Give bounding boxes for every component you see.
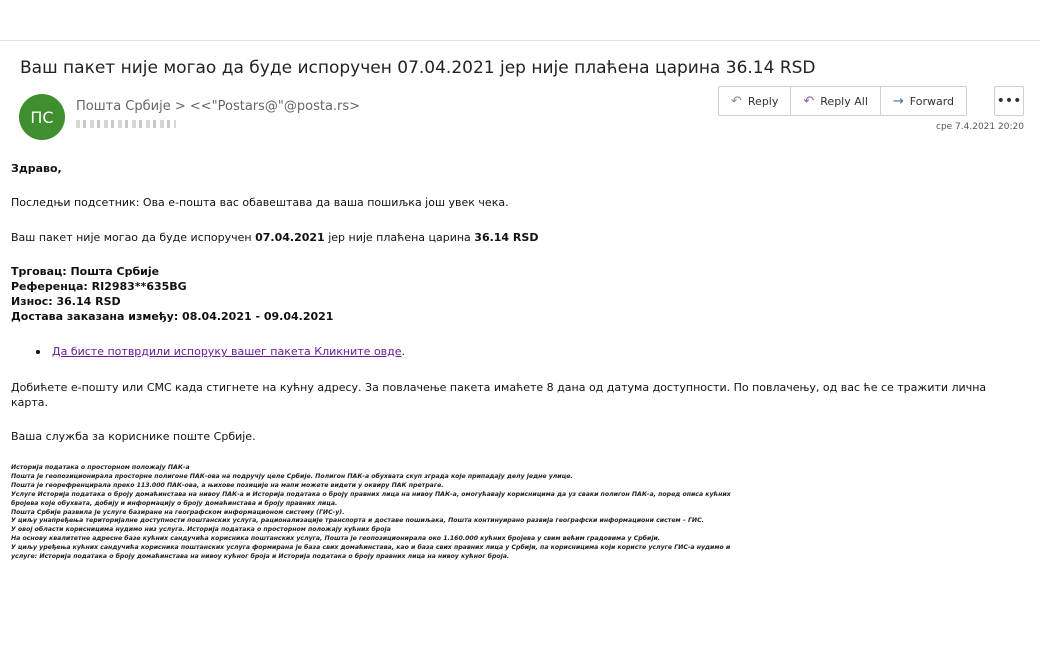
top-divider <box>0 40 1040 41</box>
avatar-initials: ПС <box>30 107 54 127</box>
forward-label: Forward <box>909 94 955 108</box>
more-actions-button[interactable] <box>994 86 1024 116</box>
confirm-delivery-link[interactable]: Да бисте потврдили испоруку вашег пакета Кликните овде <box>52 345 402 358</box>
reply-all-label: Reply All <box>820 94 868 108</box>
greeting: Здраво, <box>11 162 62 175</box>
reply-button[interactable] <box>719 87 791 115</box>
fine-line: У овој области корисницима нудимо низ услуга. Историја података о просторном положају кућних броја <box>11 526 391 534</box>
ellipsis-icon: ••• <box>996 93 1022 109</box>
status-mid: јер није плаћена царина <box>324 231 475 244</box>
status-date: 07.04.2021 <box>255 231 325 244</box>
recipients-redacted <box>76 120 176 131</box>
fine-line: Историја података о просторном положају ПАК-а <box>11 464 190 471</box>
sender-address[interactable]: Пошта Србије > <<"Postars@"@posta.rs> <box>76 99 361 114</box>
fine-line: Услуге Историја података о броју домаћинстава на нивоу ПАК-а и Историја података о броју правних лица на нивоу ПАК-а, омогућавају корисницима да уз сваки полигон ПАК-а, поред описа кућних <box>11 490 731 498</box>
fine-line: Пошта је геопозиционирала просторне полигоне ПАК-ова на подручју целе Србије. Полигон ПАК-а обухвата скуп зграда које припадају делу једне улице. <box>11 472 573 480</box>
status-pre: Ваш пакет није могао да буде испоручен <box>11 231 256 244</box>
received-date: сре 7.4.2021 20:20 <box>936 122 1024 132</box>
signoff: Ваша служба за кориснике поште Србије. <box>11 430 256 443</box>
status-line <box>11 231 538 244</box>
fine-print <box>11 464 1021 562</box>
status-amount: 36.14 RSD <box>474 231 539 244</box>
reply-icon: ↶ <box>731 93 742 109</box>
fine-line: Пошта је георефренцирала преко 113.000 ПАК-ова, а њихове позиције на мапи можете видети у оквиру ПАК претраге. <box>11 481 444 489</box>
sender-avatar[interactable] <box>19 94 65 140</box>
reference-line: Референца: RI2983**635BG <box>11 280 187 293</box>
merchant-line: Трговац: Пошта Србије <box>11 265 160 278</box>
link-suffix: . <box>401 345 406 358</box>
fine-line: услуге: Историја података о броју домаћинстава на нивоу кућног броја и Историја података о броју правних лица на нивоу кућног броја. <box>11 553 510 561</box>
delivery-line: Достава заказана између: 08.04.2021 - 09.04.2021 <box>11 310 334 323</box>
reply-all-button[interactable] <box>791 87 881 115</box>
forward-icon: → <box>892 93 904 109</box>
amount-line: Износ: 36.14 RSD <box>11 295 121 308</box>
bullet-dot <box>36 350 40 354</box>
pickup-info: Добићете е-пошту или СМС када стигнете на кућну адресу. За повлачење пакета имаћете 8 дана од датума доступности. По повлачењу, од вас ће се тражити лична карта. <box>11 381 987 409</box>
fine-line: Пошта Србије развила је услуге базиране на географском информационом систему (ГИС-у). <box>11 508 345 516</box>
message-actions <box>718 86 967 116</box>
forward-button[interactable] <box>881 87 966 115</box>
reply-all-icon: ↶ <box>803 93 815 109</box>
email-subject: Ваш пакет није могао да буде испоручен 07.04.2021 јер није плаћена царина 36.14 RSD <box>20 58 816 78</box>
reminder-text: Последњи подсетник: Ова е-пошта вас обавештава да ваша пошиљка још увек чека. <box>11 196 509 209</box>
confirm-bullet <box>36 345 405 358</box>
fine-line: У циљу унапређења територијалне доступности поштанских услуга, рационализације транспорта и доставе пошиљака, Пошта континуирано развија географски информациони систем – ГИС. <box>11 517 705 525</box>
fine-line: У циљу уређења кућних сандучића корисника поштанских услуга формирана је база свих домаћинстава, као и база свих правних лица у Србији, па корисницима који користе услуге ГИС-а нудимо и <box>11 544 731 552</box>
reply-label: Reply <box>747 94 779 108</box>
fine-line: На основу квалитетне адресне базе кућних сандучића корисника поштанских услуга, Пошта је геопозиционирала око 1.160.000 кућних бројева у свим већим градовима у Србији. <box>11 535 661 543</box>
fine-line: бројева које обухвата, добију и информацију о броју домаћинстава и броју правних лица. <box>11 499 338 507</box>
